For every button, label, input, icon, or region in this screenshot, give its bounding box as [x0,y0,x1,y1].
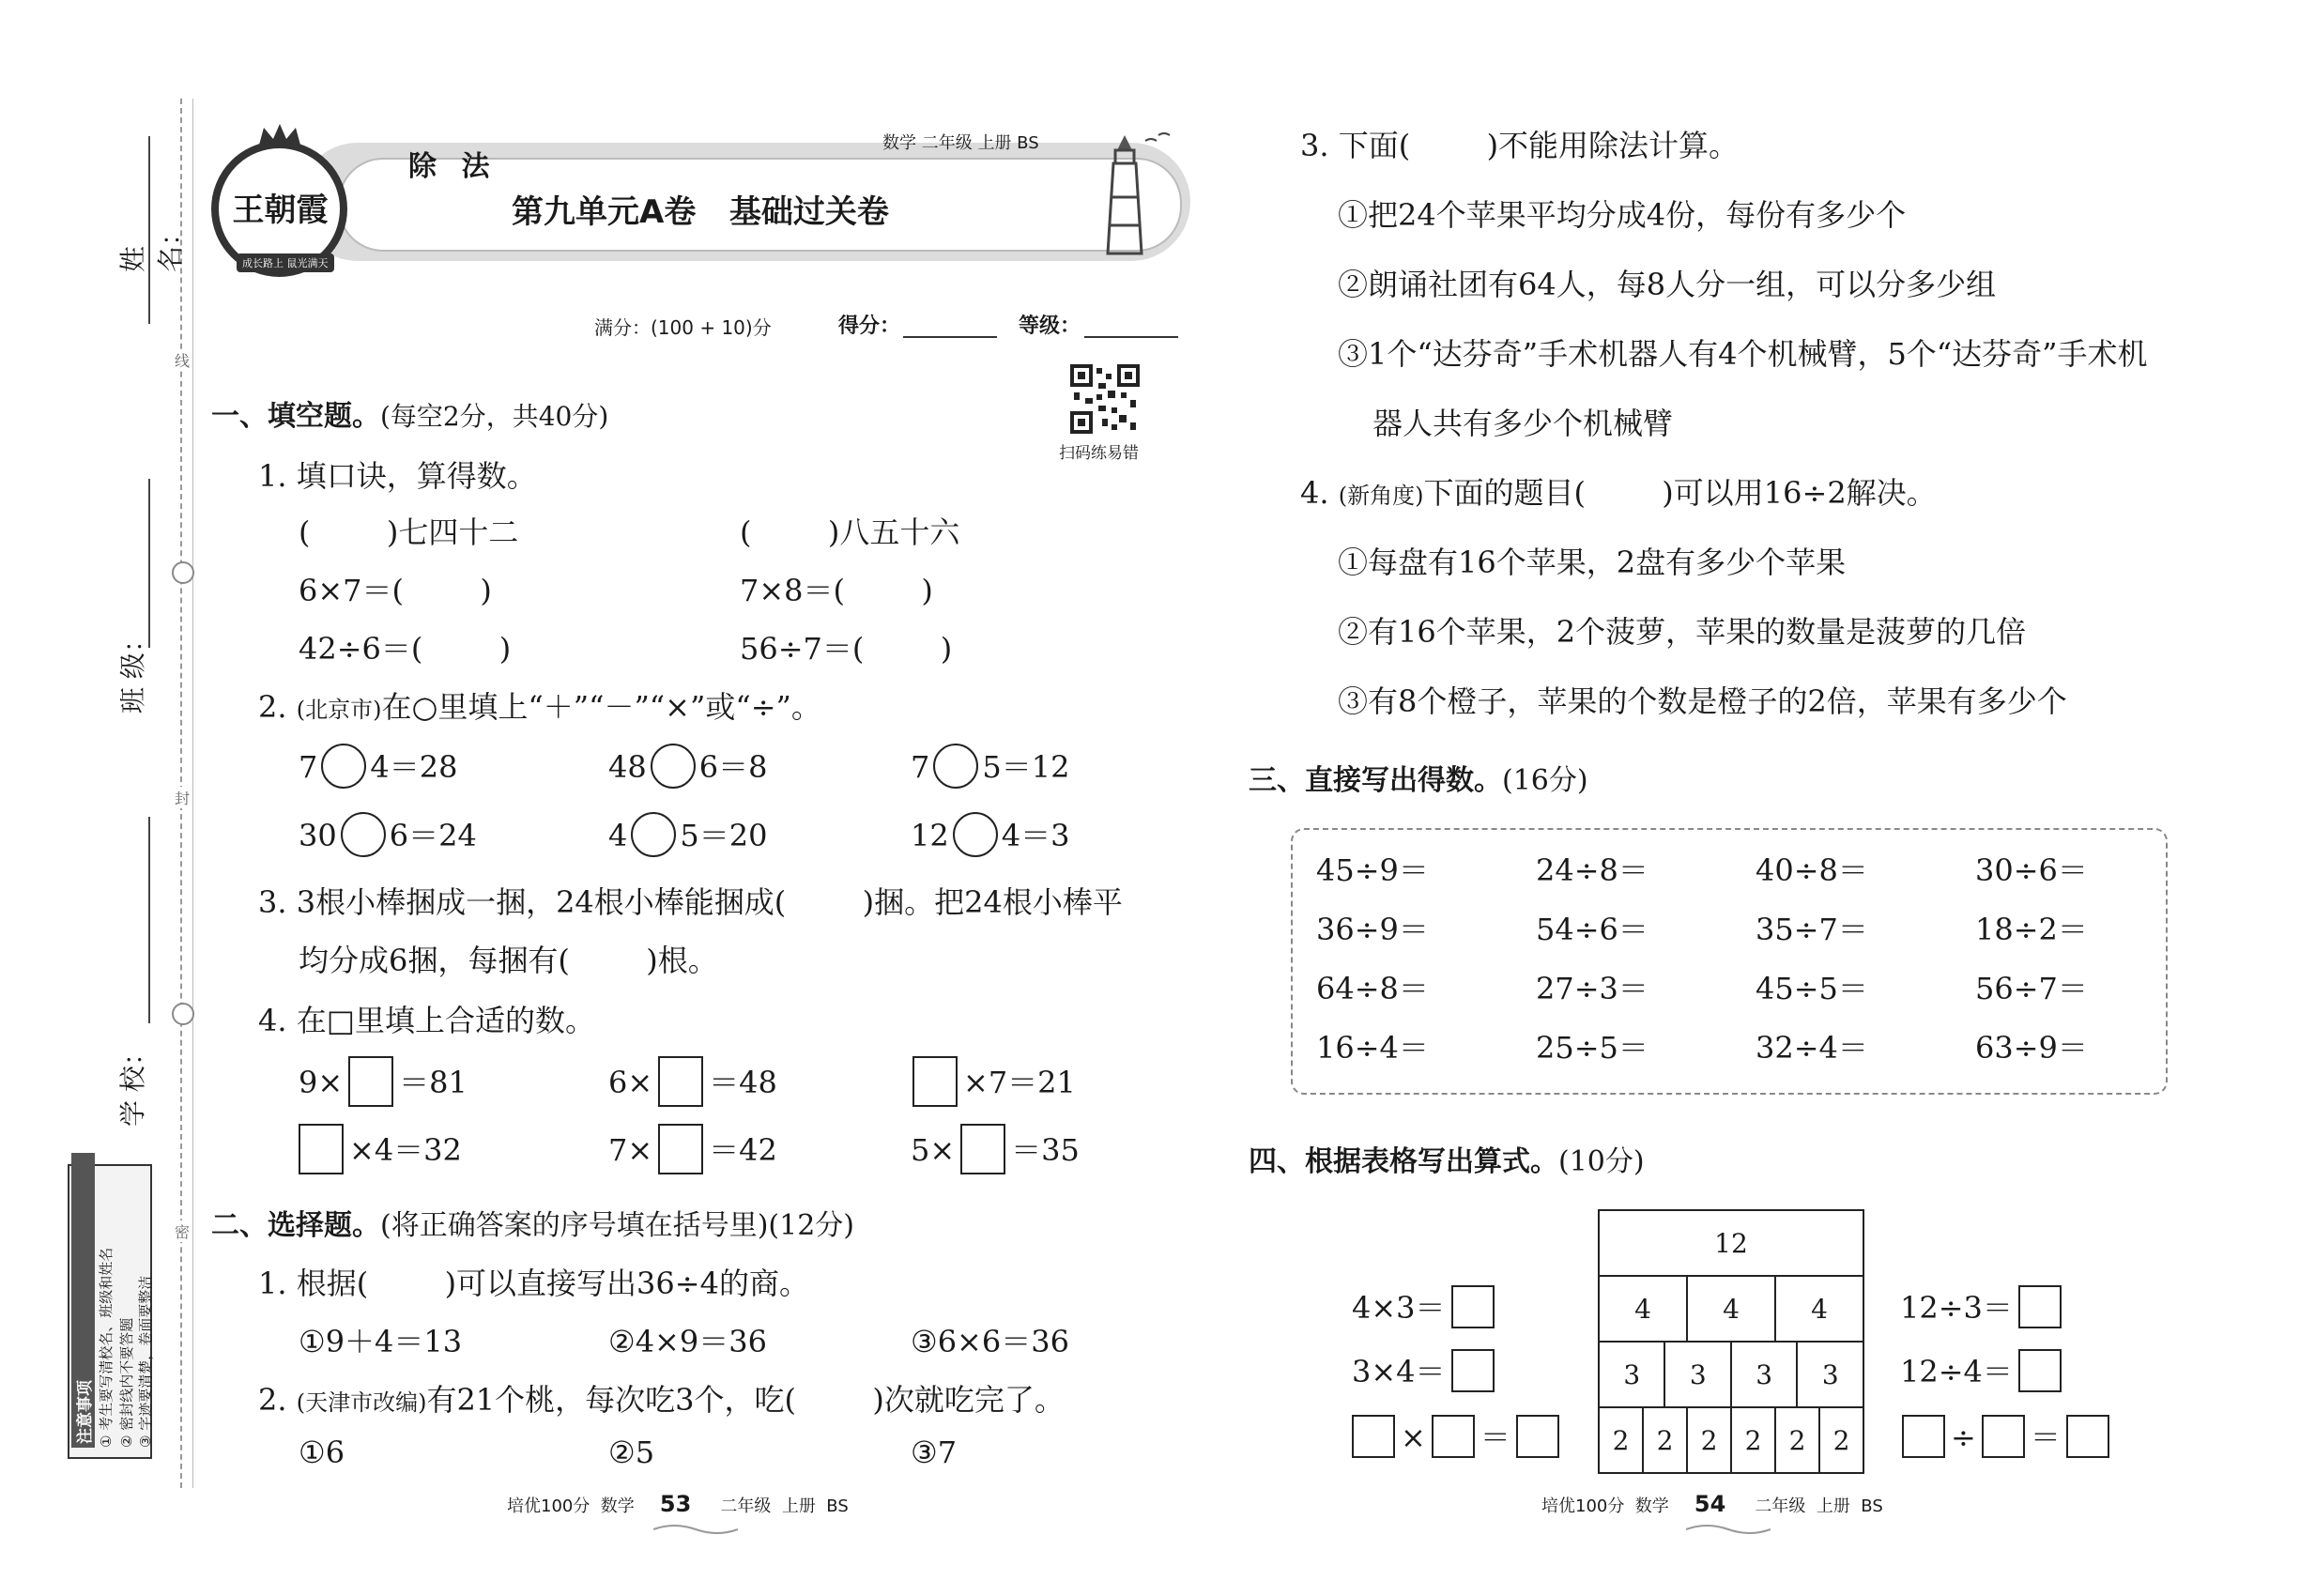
mm-item[interactable]: 45÷9＝ [1316,852,1429,888]
answer-box[interactable] [2018,1285,2062,1328]
answer-box[interactable] [960,1124,1005,1174]
mm-row-1 [1316,847,2144,906]
q2-r2-3: 12 4＝3 [911,812,1069,861]
q4-prompt: 4. 在□里填上合适的数。 [258,1003,595,1038]
seal-mark-1 [172,561,194,584]
answer-box[interactable] [1432,1415,1475,1458]
answer-box[interactable] [658,1056,703,1107]
section-1-heading [211,392,608,434]
notice-title: 注意事项 [71,1153,95,1448]
mi-char: 密 [175,1220,190,1242]
footer-left-suffix: 二年级 上册 BS [720,1496,849,1516]
mm-item[interactable]: 40÷8＝ [1756,852,1868,888]
operator-circle[interactable] [631,812,676,857]
mm-row-2 [1316,906,2144,965]
table-cell: 3 [1797,1342,1863,1407]
q1-r2-b[interactable]: 7×8＝( ) [740,573,933,608]
score-line[interactable] [903,336,997,338]
answer-box[interactable] [1451,1285,1495,1328]
c4-opt-2[interactable]: ②有16个苹果，2个菠萝，苹果的数量是菠萝的几倍 [1338,614,2027,650]
section-1-note: (每空2分，共40分) [380,401,609,432]
crown-icon [256,122,303,150]
q1-r1-b[interactable]: ( )八五十六 [740,514,960,550]
grade-line[interactable] [1084,336,1178,338]
footer-left-wave [653,1521,738,1532]
footer-left-prefix: 培优100分 数学 [507,1496,635,1516]
footer-right-page: 54 [1694,1491,1726,1517]
s4-left-3: × ＝ [1346,1414,1565,1462]
answer-box[interactable] [348,1056,393,1107]
answer-box[interactable] [2066,1415,2109,1458]
page-title: 第九单元A卷 基础过关卷 [512,193,889,231]
section-2-heading [211,1202,854,1243]
q2-prompt: 2. (北京市)在○里填上“＋”“－”“×”或“÷”。 [258,689,821,725]
q3-line1[interactable]: 3. 3根小棒捆成一捆，24根小棒能捆成( )捆。把24根小棒平 [258,884,1123,920]
s4-right-3: ÷ ＝ [1896,1414,2115,1462]
mm-item[interactable]: 27÷3＝ [1536,971,1648,1006]
fold-line [192,99,193,1488]
mm-item[interactable]: 63÷9＝ [1975,1030,2088,1066]
c3-prompt[interactable]: 3. 下面( )不能用除法计算。 [1300,128,1740,163]
c4-text[interactable]: 下面的题目( )可以用16÷2解决。 [1423,475,1937,511]
mental-math-grid [1316,847,2144,1083]
seal-mark-2 [172,1003,194,1025]
c1-opt-2[interactable]: ②4×9＝36 [608,1324,767,1359]
c3-opt-2[interactable]: ②朗诵社团有64人，每8人分一组，可以分多少组 [1338,267,1997,302]
answer-box[interactable] [1516,1415,1559,1458]
q1-r2-a[interactable]: 6×7＝( ) [299,573,492,608]
score-label: 得分： [838,315,901,338]
operator-circle[interactable] [953,812,998,857]
c2-prompt: 2. (天津市改编)有21个桃，每次吃3个，吃( )次就吃完了。 [258,1382,1065,1418]
footer-right-suffix: 二年级 上册 BS [1755,1496,1883,1516]
s4-left-1: 4×3＝ [1352,1284,1500,1332]
c3-opt-3-cont: 器人共有多少个机械臂 [1372,406,1674,441]
answer-box[interactable] [2018,1349,2062,1392]
operator-circle[interactable] [321,744,366,789]
table-cell: 2 [1775,1407,1819,1473]
school-label: 学 校： [117,1039,148,1127]
q1-r3-b[interactable]: 56÷7＝( ) [740,631,953,667]
section-3-title: 三、直接写出得数。 [1249,764,1502,797]
mm-row-4 [1316,1024,2144,1083]
c2-source-tag: (天津市改编) [296,1389,427,1416]
division-table [1598,1209,1864,1474]
c4-opt-1[interactable]: ①每盘有16个苹果，2盘有多少个苹果 [1338,545,1847,580]
section-4-title: 四、根据表格写出算式。 [1249,1145,1558,1178]
table-cell: 2 [1687,1407,1731,1473]
mm-item[interactable]: 35÷7＝ [1756,912,1868,947]
section-1-title: 一、填空题。 [211,400,380,433]
operator-circle[interactable] [933,744,978,789]
answer-box[interactable] [1902,1415,1945,1458]
q2-source-tag: (北京市) [296,697,382,723]
table-cell: 4 [1599,1276,1687,1342]
table-cell: 4 [1687,1276,1775,1342]
q2-r1-3: 7 5＝12 [911,744,1069,792]
notice-box [68,1164,152,1459]
section-2-title: 二、选择题。 [211,1209,380,1242]
answer-box[interactable] [299,1124,344,1174]
table-cell: 2 [1819,1407,1863,1473]
c4-opt-3[interactable]: ③有8个橙子，苹果的个数是橙子的2倍，苹果有多少个 [1338,683,2067,719]
q4-r2-1: ×4＝32 [293,1127,462,1178]
table-cell: 2 [1731,1407,1775,1473]
c3-opt-3[interactable]: ③1个“达芬奇”手术机器人有4个机械臂，5个“达芬奇”手术机 [1338,336,2148,372]
mm-item[interactable]: 30÷6＝ [1975,852,2088,888]
name-label: 姓 名： [117,219,186,272]
s4-right-2: 12÷4＝ [1900,1348,2067,1396]
q4-r2-3: 5× ＝35 [911,1127,1080,1178]
mm-item[interactable]: 16÷4＝ [1316,1030,1429,1066]
mm-item[interactable]: 24÷8＝ [1536,852,1648,888]
q2-r1-2: 48 6＝8 [608,744,767,792]
section-3-heading [1249,757,1588,798]
brand-name: 王朝霞 [232,192,329,229]
section-3-note: (16分) [1502,764,1588,797]
q4-r1-2: 6× ＝48 [608,1059,777,1111]
seal-char: 封 [175,787,190,808]
c2-opt-2[interactable]: ②5 [608,1435,655,1470]
c4-tag: (新角度) [1338,483,1424,509]
table-cell: 2 [1599,1407,1643,1473]
q2-r2-2: 4 5＝20 [608,812,767,861]
q2-r1-1: 7 4＝28 [299,744,457,792]
full-score: 满分：(100 + 10)分 [594,316,772,339]
answer-box[interactable] [1982,1415,2025,1458]
mm-item[interactable]: 64÷8＝ [1316,971,1429,1006]
q2-r2-1: 30 6＝24 [299,812,477,861]
operator-circle[interactable] [341,812,386,857]
c1-prompt[interactable]: 1. 根据( )可以直接写出36÷4的商。 [258,1266,809,1301]
c2-opt-1[interactable]: ①6 [299,1435,345,1470]
notice-item-2: ② 密封线内不要答题 [118,1317,135,1448]
section-4-note: (10分) [1558,1145,1645,1178]
table-cell: 4 [1775,1276,1863,1342]
class-label: 班 级： [117,626,148,714]
footer-right-wave [1686,1521,1771,1532]
table-total: 12 [1599,1210,1863,1276]
header-meta: 数学 二年级 上册 BS [882,133,1039,153]
c3-opt-1[interactable]: ①把24个苹果平均分成4份，每份有多少个 [1338,197,1907,233]
q4-r1-1: 9× ＝81 [299,1059,468,1111]
qr-caption: 扫码练易错 [1059,444,1139,463]
table-cell: 3 [1731,1342,1797,1407]
c2-text[interactable]: 有21个桃，每次吃3个，吃( )次就吃完了。 [426,1382,1065,1418]
grade-label: 等级： [1019,315,1081,338]
mm-item[interactable]: 18÷2＝ [1975,912,2088,947]
mm-row-3 [1316,965,2144,1024]
answer-box[interactable] [1352,1415,1395,1458]
s4-left-2: 3×4＝ [1352,1348,1500,1396]
footer-right-prefix: 培优100分 数学 [1541,1496,1669,1516]
mm-item[interactable]: 25÷5＝ [1536,1030,1648,1066]
qr-code[interactable] [1070,364,1140,434]
q1-prompt: 1. 填口诀，算得数。 [258,458,537,494]
section-4-heading [1249,1138,1645,1179]
mm-item[interactable]: 56÷7＝ [1975,971,2088,1006]
q2-text: 在○里填上“＋”“－”“×”或“÷”。 [381,689,821,725]
c4-prompt: 4. (新角度)下面的题目( )可以用16÷2解决。 [1300,475,1937,511]
line-char: 线 [175,349,190,371]
notice-item-1: ① 考生要写清校名、班级和姓名 [98,1247,115,1448]
mm-item[interactable]: 45÷5＝ [1756,971,1868,1006]
q1-r1-a[interactable]: ( )七四十二 [299,514,519,550]
q3-line2[interactable]: 均分成6捆，每捆有( )根。 [299,943,718,978]
section-2-note: (将正确答案的序号填在括号里)(12分) [380,1209,854,1242]
mm-item[interactable]: 54÷6＝ [1536,912,1648,947]
s4-right-1: 12÷3＝ [1900,1284,2067,1332]
answer-box[interactable] [1451,1349,1495,1392]
answer-box[interactable] [912,1056,958,1107]
q4-r2-2: 7× ＝42 [608,1127,777,1178]
footer-left-page: 53 [659,1491,692,1517]
table-cell: 2 [1643,1407,1687,1473]
answer-box[interactable] [658,1124,703,1174]
mm-item[interactable]: 32÷4＝ [1756,1030,1868,1066]
table-cell: 3 [1664,1342,1731,1407]
school-write-line [148,817,150,1023]
lighthouse-icon [1080,122,1183,263]
operator-circle[interactable] [651,744,696,789]
table-cell: 3 [1599,1342,1664,1407]
footer-left [507,1491,849,1517]
c1-opt-1[interactable]: ①9＋4＝13 [299,1324,463,1359]
topic-label: 除 法 [408,150,498,183]
brand-slogan: 成长路上 鼠光满天 [237,253,334,272]
q1-r3-a[interactable]: 42÷6＝( ) [299,631,512,667]
c1-opt-3[interactable]: ③6×6＝36 [911,1324,1069,1359]
q4-r1-3: ×7＝21 [907,1059,1076,1111]
c2-opt-3[interactable]: ③7 [911,1435,958,1470]
notice-item-3: ③ 字迹要清楚，卷面要整洁 [137,1275,154,1448]
footer-right [1541,1491,1883,1517]
mm-item[interactable]: 36÷9＝ [1316,912,1429,947]
